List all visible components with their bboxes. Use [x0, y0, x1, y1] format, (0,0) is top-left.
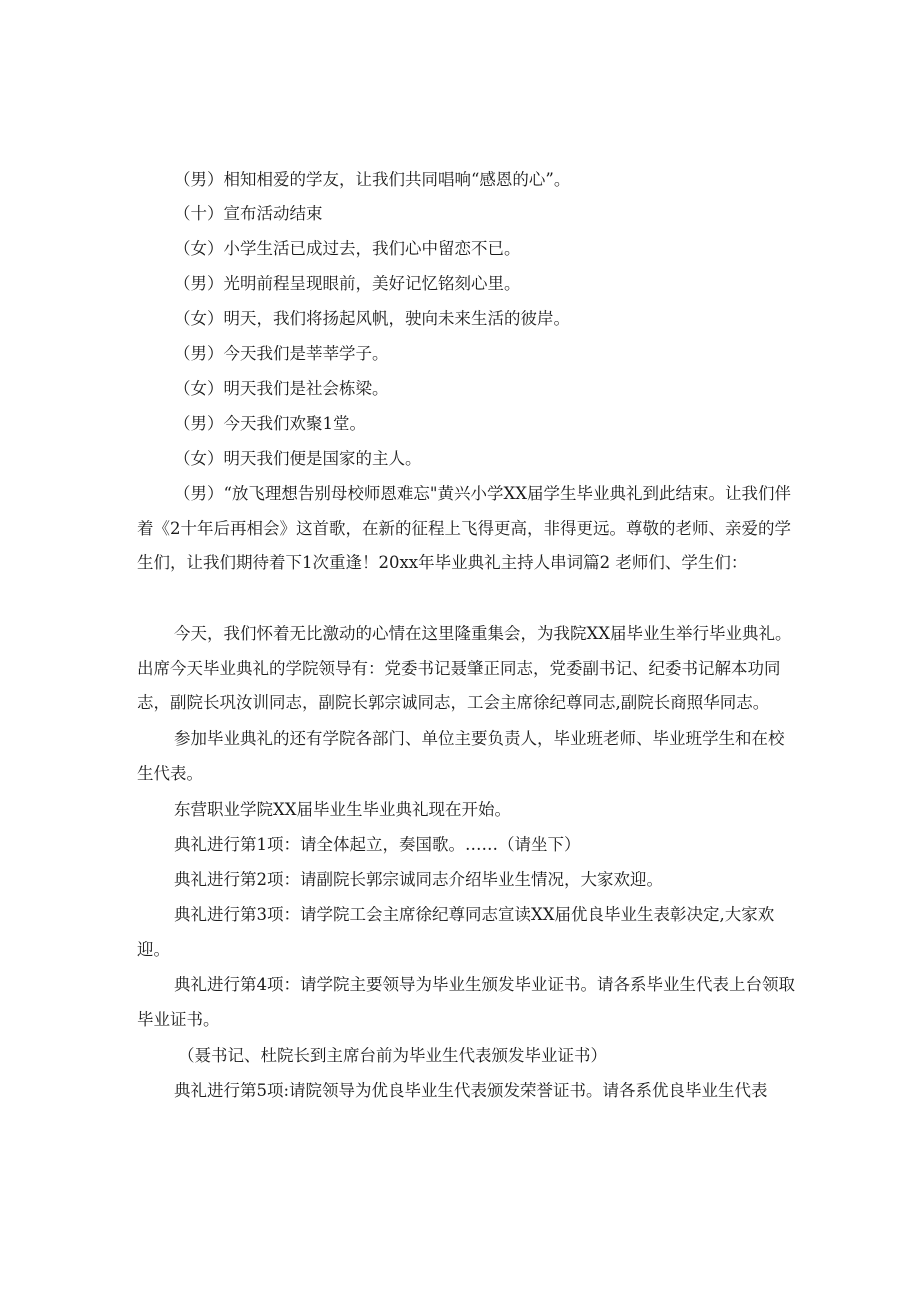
paragraph-11: 今天，我们怀着无比激动的心情在这里隆重集会，为我院XX届毕业生举行毕业典礼。出席今天毕业典礼的学院领导有：党委书记聂肇正同志，党委副书记、纪委书记解本功同志，副院长巩汝训同志，副院长郭宗诚同志，工会主席徐纪尊同志,副院长商照华同志。	[137, 624, 792, 712]
paragraph-18: （聂书记、杜院长到主席台前为毕业生代表颁发毕业证书）	[178, 1046, 607, 1065]
paragraph-13: 东营职业学院XX届毕业生毕业典礼现在开始。	[174, 800, 511, 819]
paragraph-2: （十）宣布活动结束	[174, 204, 323, 223]
paragraph-9: （女）明天我们便是国家的主人。	[174, 449, 422, 468]
paragraph-10: （男）“放飞理想告别母校师恩难忘"黄兴小学XX届学生毕业典礼到此结束。让我们伴着《2十年后再相会》这首歌，在新的征程上飞得更高，非得更远。尊敬的老师、亲爱的学生们，让我们期待着下1次重逢！20xx年毕业典礼主持人串词篇2 老师们、学生们：	[137, 484, 792, 572]
paragraph-1: （男）相知相爱的学友，让我们共同唱响“感恩的心”。	[174, 170, 571, 189]
paragraph-4: （男）光明前程呈现眼前，美好记忆铭刻心里。	[174, 274, 521, 293]
paragraph-7: （女）明天我们是社会栋梁。	[174, 379, 389, 398]
paragraph-12: 参加毕业典礼的还有学院各部门、单位主要负责人，毕业班老师、毕业班学生和在校生代表。	[137, 729, 785, 783]
paragraph-19: 典礼进行第5项:请院领导为优良毕业生代表颁发荣誉证书。请各系优良毕业生代表	[174, 1081, 768, 1100]
paragraph-17: 典礼进行第4项：请学院主要领导为毕业生颁发毕业证书。请各系毕业生代表上台领取毕业证书。	[137, 975, 795, 1029]
paragraph-15: 典礼进行第2项：请副院长郭宗诚同志介绍毕业生情况，大家欢迎。	[174, 870, 663, 889]
paragraph-5: （女）明天，我们将扬起风帆，驶向未来生活的彼岸。	[174, 309, 570, 328]
paragraph-8: （男）今天我们欢聚1堂。	[174, 414, 366, 433]
paragraph-3: （女）小学生活已成过去，我们心中留恋不已。	[174, 239, 521, 258]
paragraph-14: 典礼进行第1项：请全体起立，奏国歌。……（请坐下）	[174, 835, 581, 854]
paragraph-6: （男）今天我们是莘莘学子。	[174, 344, 389, 363]
paragraph-16: 典礼进行第3项：请学院工会主席徐纪尊同志宣读XX届优良毕业生表彰决定,大家欢迎。	[137, 905, 775, 959]
